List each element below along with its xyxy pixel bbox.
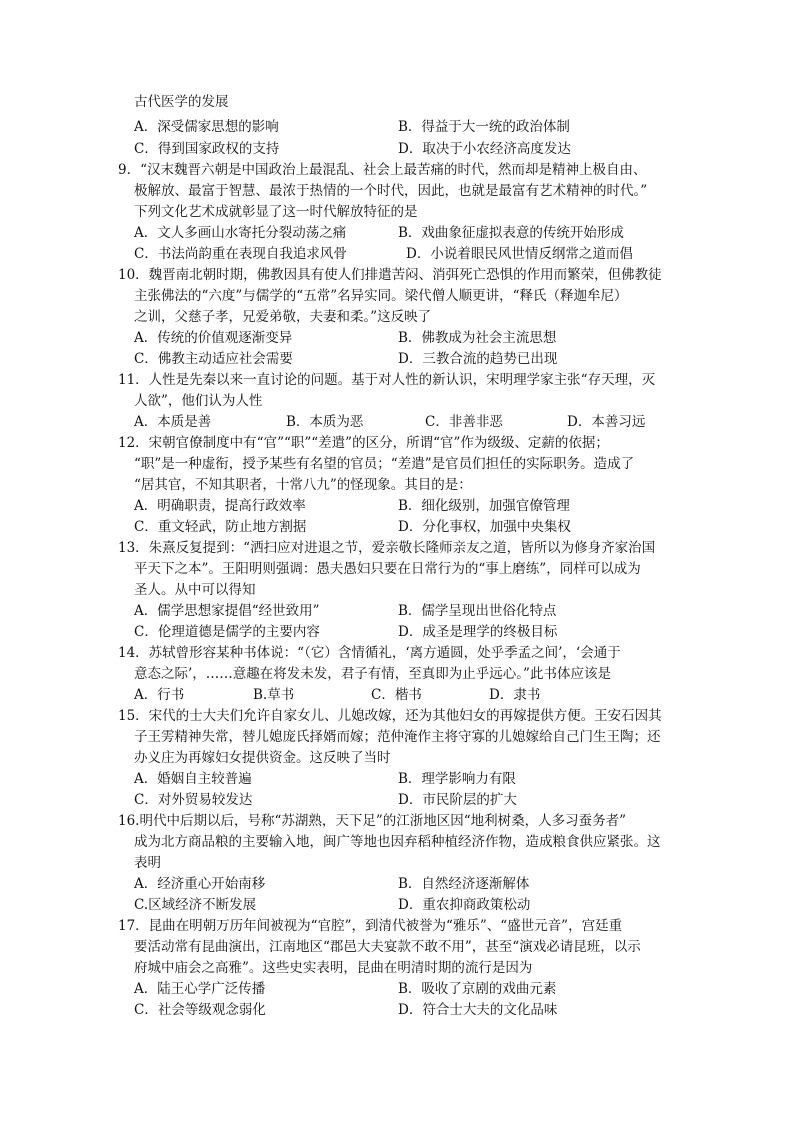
question-text-line: 府城中庙会之高雅”。这些史实表明，昆曲在明清时期的流行是因为 xyxy=(134,960,533,976)
option-c: C．得到国家政权的支持 xyxy=(134,141,280,157)
option-d: D．取决于小农经济高度发达 xyxy=(398,141,571,157)
option-a: A．婚姻自主较普遍 xyxy=(134,771,252,787)
question-text-line: 成为北方商品粮的主要输入地，闽广等地也因弃稻种植经济作物，造成粮食供应紧张。这 xyxy=(134,834,661,850)
question-text-line: “居其官，不知其职者，十常八九”的怪现象。其目的是： xyxy=(134,477,472,493)
question-text-line: 下列文化艺术成就彰显了这一时代解放特征的是 xyxy=(134,204,418,220)
option-a: A．传统的价值观逐渐变异 xyxy=(134,330,293,346)
option-a: A．本质是善 xyxy=(134,414,212,430)
option-a: A．行书 xyxy=(134,687,185,703)
question-text-line: “职”是一种虚衔，授予某些有名望的官员；“差遣”是官员们担任的实际职务。造成了 xyxy=(134,456,635,472)
option-b: B．本质为恶 xyxy=(286,414,364,430)
option-d: D．市民阶层的扩大 xyxy=(398,792,517,808)
question-text-line: 意态之际’，……意趣在将发未发，君子有情，至真即为止乎远心。”此书体应该是 xyxy=(134,666,611,682)
option-b: B．吸收了京剧的戏曲元素 xyxy=(398,981,557,997)
option-a: A．明确职责，提高行政效率 xyxy=(134,498,306,514)
question-text-line: 古代医学的发展 xyxy=(134,94,229,110)
option-d: D．隶书 xyxy=(489,687,541,703)
option-b: B．理学影响力有限 xyxy=(398,771,516,787)
option-c: C.区域经济不断发展 xyxy=(134,897,257,913)
option-d: D．成圣是理学的终极目标 xyxy=(398,624,558,640)
option-d: D．分化事权，加强中央集权 xyxy=(398,519,571,535)
question-10-stem: 10．魏晋南北朝时期，佛教因具有使人们排遣苦闷、消弭死亡恐惧的作用而繁荣，但佛教徒 xyxy=(118,267,662,283)
option-d: D．三教合流的趋势已出现 xyxy=(398,351,558,367)
question-text-line: 子王雱精神失常，替儿媳庞氏择婿而嫁；范仲淹作主将守寡的儿媳嫁给自己门生王陶；还 xyxy=(134,729,661,745)
question-text-line: 表明 xyxy=(134,855,161,871)
option-c: C．伦理道德是儒学的主要内容 xyxy=(134,624,320,640)
option-d: D．小说着眼民风世情反纲常之道而倡 xyxy=(406,246,633,262)
option-b: B．戏曲象征虚拟表意的传统开始形成 xyxy=(398,225,624,241)
option-b: B.草书 xyxy=(253,687,295,703)
option-c: C．佛教主动适应社会需要 xyxy=(134,351,293,367)
option-b: B．得益于大一统的政治体制 xyxy=(398,119,570,135)
option-c: C．重文轻武，防止地方割据 xyxy=(134,519,307,535)
question-text-line: 之训，父慈子孝，兄爱弟敬，夫妻和柔。”这反映了 xyxy=(134,309,432,325)
option-a: A．经济重心开始南移 xyxy=(134,876,266,892)
question-text-line: 主张佛法的“六度”与儒学的“五常”名异实同。梁代僧人顺更讲，“释氏（释迦牟尼） xyxy=(134,288,628,304)
question-text-line: 要活动常有昆曲演出，江南地区“郡邑大夫宴款不敢不用”，甚至“演戏必请昆班，以示 xyxy=(134,939,641,955)
question-12-stem: 12．宋朝官僚制度中有“官”“职”“差遣”的区分，所谓“官”作为级级、定薪的依据； xyxy=(118,435,609,451)
option-a: A．深受儒家思想的影响 xyxy=(134,119,279,135)
question-text-line: 人欲”，他们认为人性 xyxy=(134,393,263,409)
option-d: D．本善习远 xyxy=(567,414,646,430)
option-c: C．对外贸易较发达 xyxy=(134,792,253,808)
question-text-line: 极解放、最富于智慧、最浓于热情的一个时代，因此，也就是最富有艺术精神的时代。” xyxy=(134,183,648,199)
question-text-line: 平天下之本”。王阳明则强调：愚夫愚妇只要在日常行为的“事上磨练”，同样可以成为 xyxy=(134,561,641,577)
option-a: A．文人多画山水寄托分裂动荡之痛 xyxy=(134,225,347,241)
question-14-stem: 14．苏轼曾形容某种书体说：“（它）含情循礼，‘离方遁圆，处乎季孟之间’，‘会通于 xyxy=(118,645,621,661)
option-b: B．儒学呈现出世俗化特点 xyxy=(398,603,557,619)
question-15-stem: 15．宋代的士大夫们允许自家女儿、儿媳改嫁，还为其他妇女的再嫁提供方便。王安石因其 xyxy=(118,708,662,724)
question-17-stem: 17．昆曲在明朝万历年间被视为“官腔”，到清代被誉为“雅乐”、“盛世元音”，宫廷重 xyxy=(118,918,623,934)
option-b: B．自然经济逐渐解体 xyxy=(398,876,530,892)
question-16-stem: 16.明代中后期以后，号称“苏湖熟，天下足”的江浙地区因“地利树桑，人多习蚕务者” xyxy=(118,813,627,829)
option-a: A．陆王心学广泛传播 xyxy=(134,981,266,997)
option-d: D．重农抑商政策松动 xyxy=(398,897,531,913)
option-a: A．儒学思想家提倡“经世致用” xyxy=(134,603,320,619)
option-c: C．楷书 xyxy=(371,687,422,703)
option-c: C．书法尚韵重在表现自我追求风骨 xyxy=(134,246,347,262)
question-11-stem: 11．人性是先秦以来一直讨论的问题。基于对人性的新认识，宋明理学家主张“存天理，灭 xyxy=(118,372,656,388)
question-text-line: 圣人。从中可以得知 xyxy=(134,582,256,598)
option-c: C．社会等级观念弱化 xyxy=(134,1002,266,1018)
option-d: D．符合士大夫的文化品味 xyxy=(398,1002,558,1018)
option-b: B．佛教成为社会主流思想 xyxy=(398,330,557,346)
question-9-stem: 9．“汉末魏晋六朝是中国政治上最混乱、社会上最苦痛的时代，然而却是精神上极自由、 xyxy=(118,162,647,178)
question-13-stem: 13．朱熹反复提到：“洒扫应对进退之节，爱亲敬长隆师亲友之道，皆所以为修身齐家治国 xyxy=(118,540,656,556)
option-c: C．非善非恶 xyxy=(425,414,503,430)
question-text-line: 办义庄为再嫁妇女提供资金。这反映了当时 xyxy=(134,750,391,766)
option-b: B．细化级别，加强官僚管理 xyxy=(398,498,570,514)
